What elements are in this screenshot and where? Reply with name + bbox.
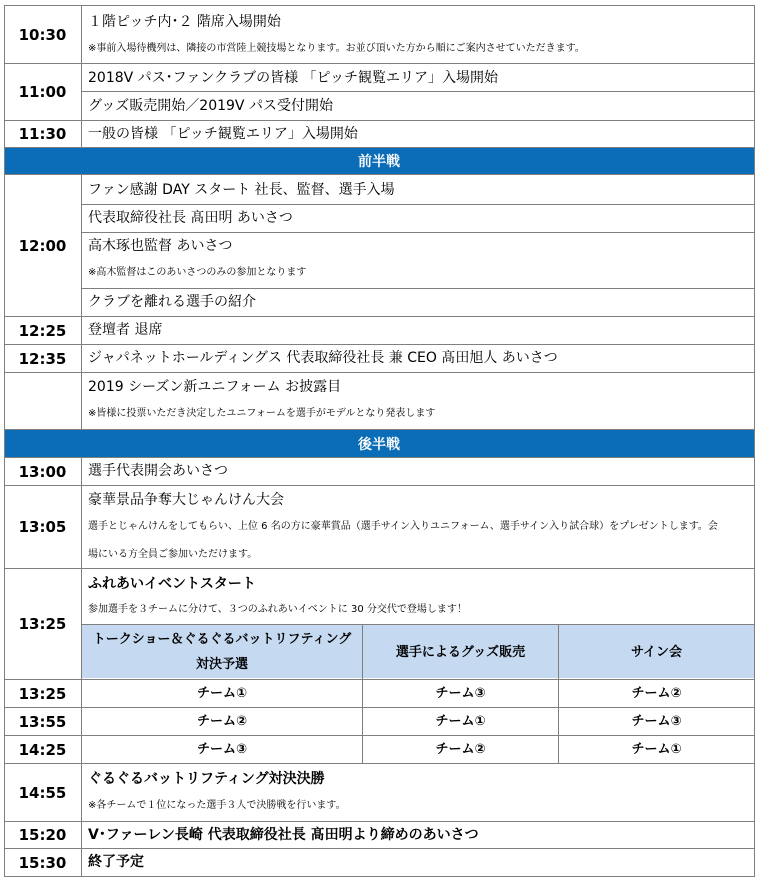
team-cell: チーム③ [631,714,682,729]
team-cell: チーム① [631,742,682,757]
entry-1225: 登壇者 退席 [88,322,163,338]
entry-1030: １階ピッチ内･２ 階席入場開始 [88,14,281,30]
time-1030: 10:30 [18,25,67,44]
entry-1325: ふれあいイベントスタート [88,576,256,592]
entry-1200-a: ファン感謝 DAY スタート 社長、監督、選手入場 [88,182,395,198]
entry-uniform: 2019 シーズン新ユニフォーム お披露目 [88,379,342,395]
note-1305-a: 選手とじゃんけんをしてもらい、上位 6 名の方に豪華賞品（選手サイン入りユニフォーム、選手サイン入り試合球）をプレゼントします。会 [88,521,718,532]
column-header-signing: サイン会 [630,644,683,660]
note-1200: ※高木監督はこのあいさつのみの参加となります [88,267,307,278]
entry-1520: V･ファーレン長崎 代表取締役社長 髙田明より締めのあいさつ [88,827,479,843]
rotation-time: 13:55 [18,712,67,731]
team-cell: チーム① [435,714,486,729]
time-1100: 11:00 [18,83,67,101]
note-1325: 参加選手を３チームに分けて、３つのふれあいイベントに 30 分交代で登場します！ [88,604,467,615]
note-1030: ※事前入場待機列は、隣接の市営陸上競技場となります。お並び頂いた方から順にご案内させていただきます。 [88,43,585,54]
team-cell: チーム② [435,742,486,757]
note-1305-b: 場にいる方全員ご参加いただけます。 [88,549,258,560]
team-cell: チーム② [631,686,682,701]
rotation-time: 13:25 [18,684,67,703]
column-header-talkshow: トークショー＆ぐるぐるバットリフティング対決予選 [92,632,352,672]
entry-1100-a: 2018V パス･ファンクラブの皆様 「ピッチ観覧エリア」入場開始 [88,70,498,86]
entry-1530: 終了予定 [88,854,144,870]
team-cell: チーム③ [435,686,486,701]
second-half-title: 後半戦 [358,436,400,453]
time-1235: 12:35 [18,349,67,368]
entry-1130: 一般の皆様 「ピッチ観覧エリア」入場開始 [88,126,358,142]
first-half-title: 前半戦 [358,154,400,170]
entry-1300: 選手代表開会あいさつ [88,463,228,479]
time-1225: 12:25 [18,321,67,340]
team-cell: チーム② [196,714,247,729]
entry-1200-d: クラブを離れる選手の紹介 [88,294,256,310]
team-cell: チーム③ [196,742,247,757]
first-half-band [4,148,754,174]
entry-1455: ぐるぐるバットリフティング対決決勝 [88,771,325,787]
time-1520: 15:20 [18,826,67,844]
team-cell: チーム① [196,686,247,701]
time-1530: 15:30 [18,853,67,872]
time-1455: 14:55 [18,783,67,802]
column-header-goods: 選手によるグッズ販売 [395,644,526,660]
time-1200: 12:00 [18,236,67,255]
entry-1200-b: 代表取締役社長 髙田明 あいさつ [88,210,293,226]
note-uniform: ※皆様に投票いただき決定したユニフォームを選手がモデルとなり発表します [88,408,436,419]
note-1455: ※各チームで１位になった選手３人で決勝戦を行います。 [88,800,346,811]
time-1305: 13:05 [18,518,67,536]
second-half-band [4,430,754,457]
time-1130: 11:30 [18,125,67,143]
entry-1100-b: グッズ販売開始／2019V パス受付開始 [88,98,333,114]
time-1300: 13:00 [18,462,67,481]
entry-1235: ジャパネットホールディングス 代表取締役社長 兼 CEO 髙田旭人 あいさつ [88,350,558,366]
entry-1305: 豪華景品争奪大じゃんけん大会 [88,492,284,508]
time-1325: 13:25 [18,615,67,633]
rotation-time: 14:25 [18,740,67,759]
entry-1200-c: 高木琢也監督 あいさつ [88,238,233,254]
